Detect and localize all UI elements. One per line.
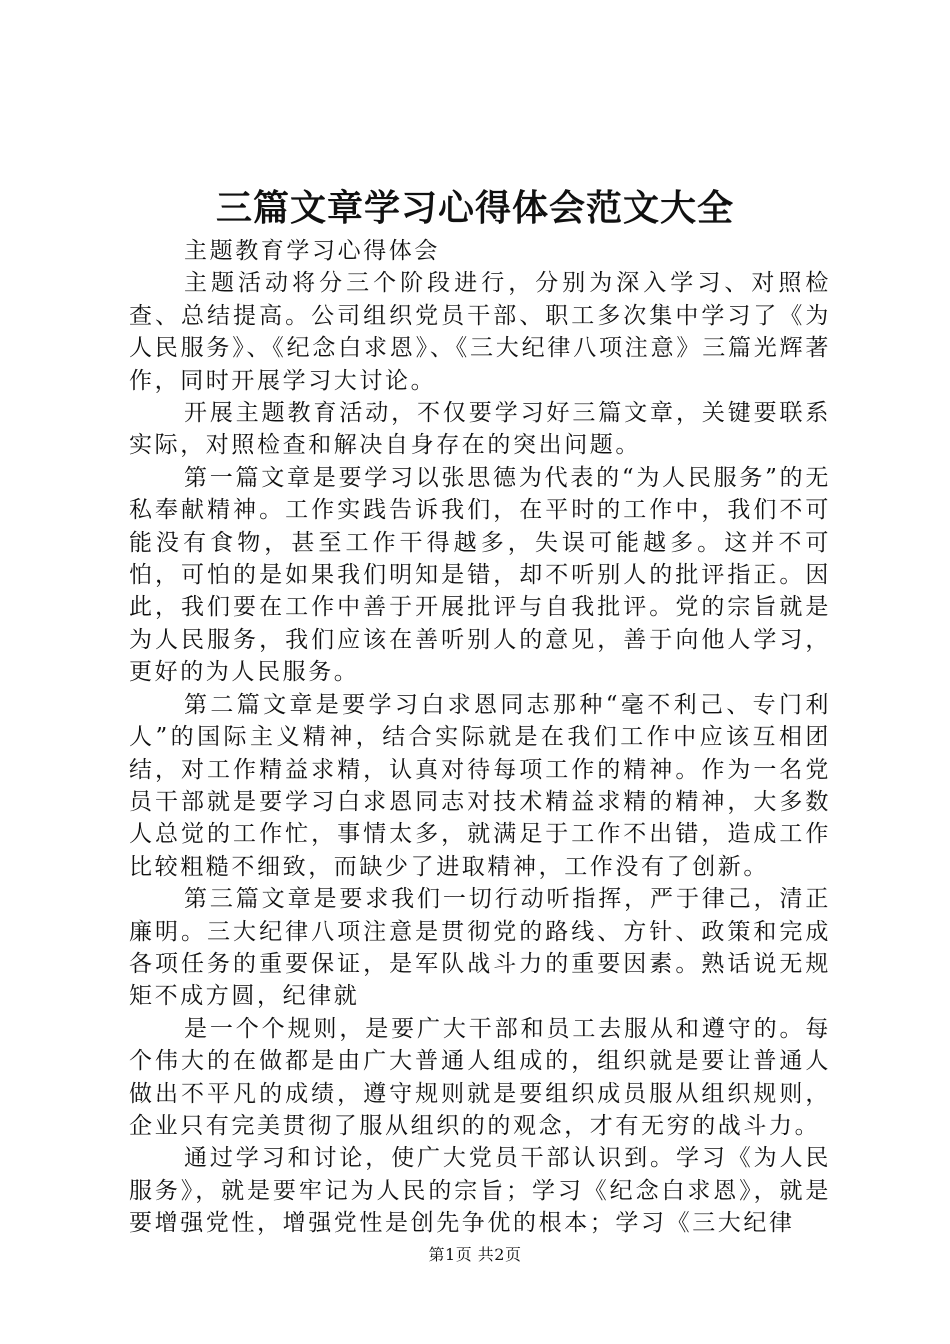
paragraph: 开展主题教育活动，不仅要学习好三篇文章，关键要联系实际，对照检查和解决自身存在的突出问题。 [129, 400, 831, 459]
paragraph: 第一篇文章是要学习以张思德为代表的“为人民服务”的无私奉献精神。工作实践告诉我们，在平时的工作中，我们不可能没有食物，甚至工作干得越多，失误可能越多。这并不可怕，可怕的是如果我们明知是错，却不听别人的批评指正。因此，我们要在工作中善于开展批评与自我批评。党的宗旨就是为人民服务，我们应该在善听别人的意见，善于向他人学习，更好的为人民服务。 [129, 464, 831, 686]
paragraph: 主题活动将分三个阶段进行，分别为深入学习、对照检查、总结提高。公司组织党员干部、职工多次集中学习了《为人民服务》、《纪念白求恩》、《三大纪律八项注意》三篇光辉著作，同时开展学习大讨论。 [129, 270, 831, 394]
paragraph: 第三篇文章是要求我们一切行动听指挥，严于律己，清正廉明。三大纪律八项注意是贯彻党的路线、方针、政策和完成各项任务的重要保证，是军队战斗力的重要因素。熟话说无规矩不成方圆，纪律就 [129, 886, 831, 1010]
document-title: 三篇文章学习心得体会范文大全 [215, 187, 734, 229]
paragraph: 是一个个规则，是要广大干部和员工去服从和遵守的。每个伟大的在做都是由广大普通人组成的，组织就是要让普通人做出不平凡的成绩，遵守规则就是要组织成员服从组织规则，企业只有完美贯彻了服从组织的的观念，才有无穷的战斗力。 [129, 1015, 831, 1139]
paragraph-heading: 主题教育学习心得体会 [184, 238, 440, 264]
paragraph: 第二篇文章是要学习白求恩同志那种“毫不利己、专门利人”的国际主义精神，结合实际就是在我们工作中应该互相团结，对工作精益求精，认真对待每项工作的精神。作为一名党员干部就是要学习白求恩同志对技术精益求精的精神，大多数人总觉的工作忙，事情太多，就满足于工作不出错，造成工作比较粗糙不细致，而缺少了进取精神，工作没有了创新。 [129, 691, 831, 880]
page-number-footer: 第1页 共2页 [428, 1245, 522, 1264]
paragraph: 通过学习和讨论，使广大党员干部认识到。学习《为人民服务》，就是要牢记为人民的宗旨；学习《纪念白求恩》，就是要增强党性，增强党性是创先争优的根本；学习《三大纪律 [129, 1145, 831, 1237]
document-body [129, 235, 831, 1240]
